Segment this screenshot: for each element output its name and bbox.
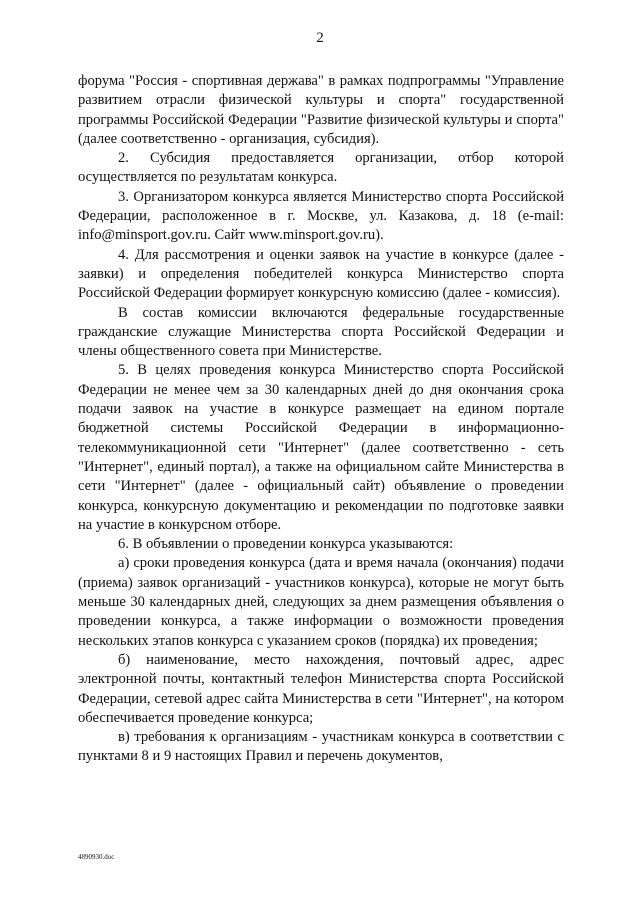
footer-filename: 4890930.doc: [78, 853, 115, 861]
paragraph-item-6: 6. В объявлении о проведении конкурса указываются:: [118, 536, 454, 553]
document-body: [78, 72, 564, 767]
page-number: 2: [316, 30, 324, 46]
paragraph-subitem-v: в) требования к организациям - участникам конкурса в соответствии с пунктами 8 и 9 настоящих Правил и перечень документов,: [78, 729, 564, 765]
paragraph-continuation: форума "Россия - спортивная держава" в рамках подпрограммы "Управление развитием отрасли физической культуры и спорта" государственной программы Российской Федерации "Развитие физической культуры и спорта" (далее соответственно - организация, субсидия).: [78, 73, 564, 147]
paragraph-item-5: 5. В целях проведения конкурса Министерство спорта Российской Федерации не менее чем за 30 календарных дней до дня окончания срока подачи заявок на участие в конкурсе размещает на едином портале бюджетной системы Российской Федерации в информационно-телекоммуникационной сети "Интернет" (далее соответственно - сеть "Интернет", единый портал), а также на официальном сайте Министерства в сети "Интернет" (далее - официальный сайт) объявление о проведении конкурса, конкурсную документацию и рекомендации по подготовке заявки на участие в конкурсном отборе.: [78, 362, 564, 533]
paragraph-subitem-a: а) сроки проведения конкурса (дата и время начала (окончания) подачи (приема) заявок организаций - участников конкурса), которые не могут быть меньше 30 календарных дней, следующих за днем размещения объявления о проведении конкурса, а также информации о возможности проведения нескольких этапов конкурса с указанием сроков (порядка) их проведения;: [78, 555, 564, 649]
paragraph-subitem-b: б) наименование, место нахождения, почтовый адрес, адрес электронной почты, контактный телефон Министерства спорта Российской Федерации, сетевой адрес сайта Министерства в сети "Интернет", на котором обеспечивается проведение конкурса;: [78, 651, 564, 726]
paragraph-item-3: 3. Организатором конкурса является Министерство спорта Российской Федерации, расположенное в г. Москве, ул. Казакова, д. 18 (e-mail: info@minsport.gov.ru. Сайт www.minsport.gov.ru).: [78, 188, 564, 244]
paragraph-item-2: 2. Субсидия предоставляется организации, отбор которой осуществляется по результатам конкурса.: [78, 150, 564, 186]
paragraph-item-4: 4. Для рассмотрения и оценки заявок на участие в конкурсе (далее - заявки) и определения победителей конкурса Министерство спорта Российской Федерации формирует конкурсную комиссию (далее - комиссия).: [78, 246, 564, 302]
paragraph-commission: В состав комиссии включаются федеральные государственные гражданские служащие Министерства спорта Российской Федерации и члены общественного совета при Министерстве.: [78, 304, 564, 360]
